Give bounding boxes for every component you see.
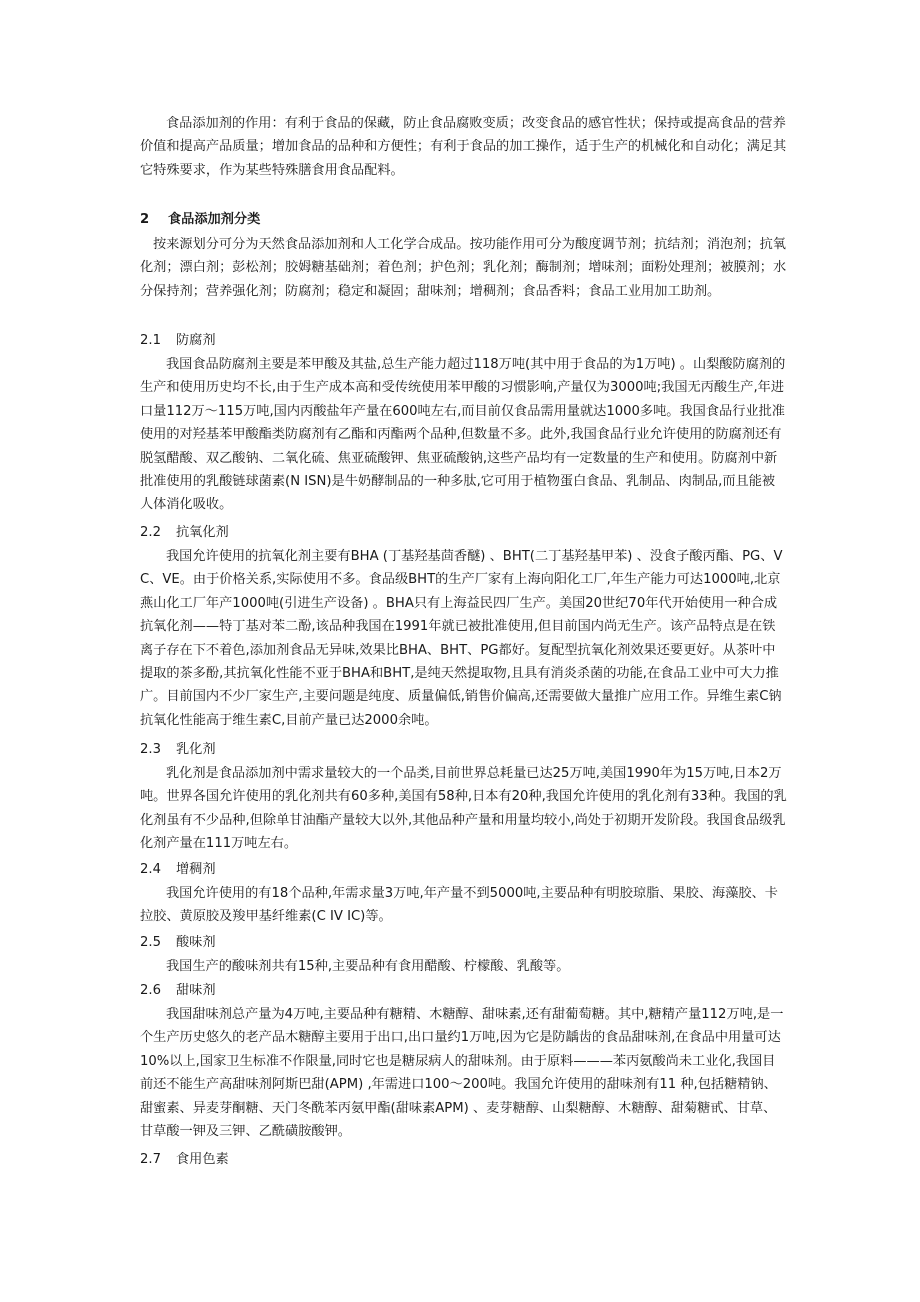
subsection-title: 甜味剂 — [176, 983, 216, 998]
subsection-body: 我国允许使用的有18个品种,年需求量3万吨,年产量不到5000吨,主要品种有明胶琼脂、果胶、海藻胶、卡拉胶、黄原胶及羧甲基纤维素(C IV IC)等。 — [140, 886, 778, 925]
subsection-number: 2.1 — [140, 333, 161, 348]
section-body: 按来源划分可分为天然食品添加剂和人工化学合成品。按功能作用可分为酸度调节剂；抗结剂；消泡剂；抗氧化剂；漂白剂；彭松剂；胶姆糖基础剂；着色剂；护色剂；乳化剂；酶制剂；增味剂；面粉处理剂；被膜剂；水分保持剂；营养强化剂；防腐剂；稳定和凝固；甜味剂；增稠剂；食品香料；食品工业用加工助剂。 — [140, 237, 787, 299]
subsection-title: 防腐剂 — [176, 333, 216, 348]
subsection-title: 抗氧化剂 — [176, 525, 229, 540]
section-number: 2 — [140, 212, 150, 227]
subsection-body: 乳化剂是食品添加剂中需求量较大的一个品类,目前世界总耗量已达25万吨,美国1990年为15万吨,日本2万吨。世界各国允许使用的乳化剂共有60多种,美国有58种,日本有20种,我国允许使用的乳化剂有33种。我国的乳化剂虽有不少品种,但除单甘油酯产量较大以外,其他品种产量和用量均较小,尚处于初期开发阶段。我国食品级乳化剂产量在111万吨左右。 — [140, 766, 787, 852]
subsection-body: 我国甜味剂总产量为4万吨,主要品种有糖精、木糖醇、甜味素,还有甜葡萄糖。其中,糖精产量112万吨,是一个生产历史悠久的老产品木糖醇主要用于出口,出口量约1万吨,因为它是防龋齿的食品甜味剂,在食品中用量可达10%以上,国家卫生标准不作限量,同时它也是糖尿病人的甜味剂。由于原料———苯丙氨酸尚未工业化,我国目前还不能生产高甜味剂阿斯巴甜(APM) ,年需进口100～200吨。我国允许使用的甜味剂有11 种,包括糖精钠、甜蜜素、异麦芽酮糖、天门冬酰苯丙氨甲酯(甜味素APM) 、麦芽糖醇、山梨糖醇、木糖醇、甜菊糖甙、甘草、甘草酸一钾及三钾、乙酰磺胺酸钾。 — [140, 1007, 784, 1140]
subsection-heading — [140, 329, 216, 352]
subsection-title: 乳化剂 — [176, 742, 216, 757]
subsection-heading — [140, 521, 229, 544]
subsection-title: 增稠剂 — [176, 862, 216, 877]
subsection-number: 2.4 — [140, 862, 161, 877]
section-heading — [140, 208, 260, 231]
subsection-title: 食用色素 — [176, 1152, 229, 1167]
subsection-title: 酸味剂 — [176, 935, 216, 950]
subsection-body: 我国食品防腐剂主要是苯甲酸及其盐,总生产能力超过118万吨(其中用于食品的为1万吨) 。山梨酸防腐剂的生产和使用历史均不长,由于生产成本高和受传统使用苯甲酸的习惯影响,产量仅为3000吨;我国无丙酸生产,年进口量112万～115万吨,国内丙酸盐年产量在600吨左右,而目前仅食品需用量就达1000多吨。我国食品行业批准使用的对羟基苯甲酸酯类防腐剂有乙酯和丙酯两个品种,但数量不多。此外,我国食品行业允许使用的防腐剂还有脱氢醋酸、双乙酸钠、二氧化硫、焦亚硫酸钾、焦亚硫酸钠,这些产品均有一定数量的生产和使用。防腐剂中新批准使用的乳酸链球菌素(N ISN)是牛奶酵制品的一种多肽,它可用于植物蛋白食品、乳制品、肉制品,而且能被人体消化吸收。 — [140, 357, 786, 513]
subsection-body: 我国允许使用的抗氧化剂主要有BHA (丁基羟基茴香醚) 、BHT(二丁基羟基甲苯) 、没食子酸丙酯、PG、VC、VE。由于价格关系,实际使用不多。食品级BHT的生产厂家有上海向阳化工厂,年生产能力可达1000吨,北京燕山化工厂年产1000吨(引进生产设备) 。BHA只有上海益民四厂生产。美国20世纪70年代开始使用一种合成抗氧化剂——特丁基对苯二酚,该品种我国在1991年就已被批准使用,但目前国内尚无生产。该产品特点是在铁离子存在下不着色,添加剂食品无异味,效果比BHA、BHT、PG都好。复配型抗氧化剂效果还要更好。从茶叶中提取的茶多酚,其抗氧化性能不亚于BHA和BHT,是纯天然提取物,且具有消炎杀菌的功能,在食品工业中可大力推广。目前国内不少厂家生产,主要问题是纯度、质量偏低,销售价偏高,还需要做大量推广应用工作。异维生素C钠抗氧化性能高于维生素C,目前产量已达2000余吨。 — [140, 549, 783, 728]
section-title: 食品添加剂分类 — [168, 212, 261, 227]
subsection-number: 2.5 — [140, 935, 161, 950]
subsection-heading — [140, 858, 216, 881]
subsection-number: 2.3 — [140, 742, 161, 757]
subsection-heading — [140, 931, 216, 954]
subsection-heading — [140, 979, 216, 1002]
subsection-heading — [140, 1148, 229, 1171]
subsection-heading — [140, 738, 216, 761]
intro-paragraph: 食品添加剂的作用：有利于食品的保藏，防止食品腐败变质；改变食品的感官性状；保持或提高食品的营养价值和提高产品质量；增加食品的品种和方便性；有利于食品的加工操作，适于生产的机械化和自动化；满足其它特殊要求，作为某些特殊膳食用食品配料。 — [140, 116, 787, 178]
subsection-number: 2.2 — [140, 525, 161, 540]
subsection-number: 2.7 — [140, 1152, 161, 1167]
subsection-body: 我国生产的酸味剂共有15种,主要品种有食用醋酸、柠檬酸、乳酸等。 — [166, 959, 570, 974]
subsection-number: 2.6 — [140, 983, 161, 998]
